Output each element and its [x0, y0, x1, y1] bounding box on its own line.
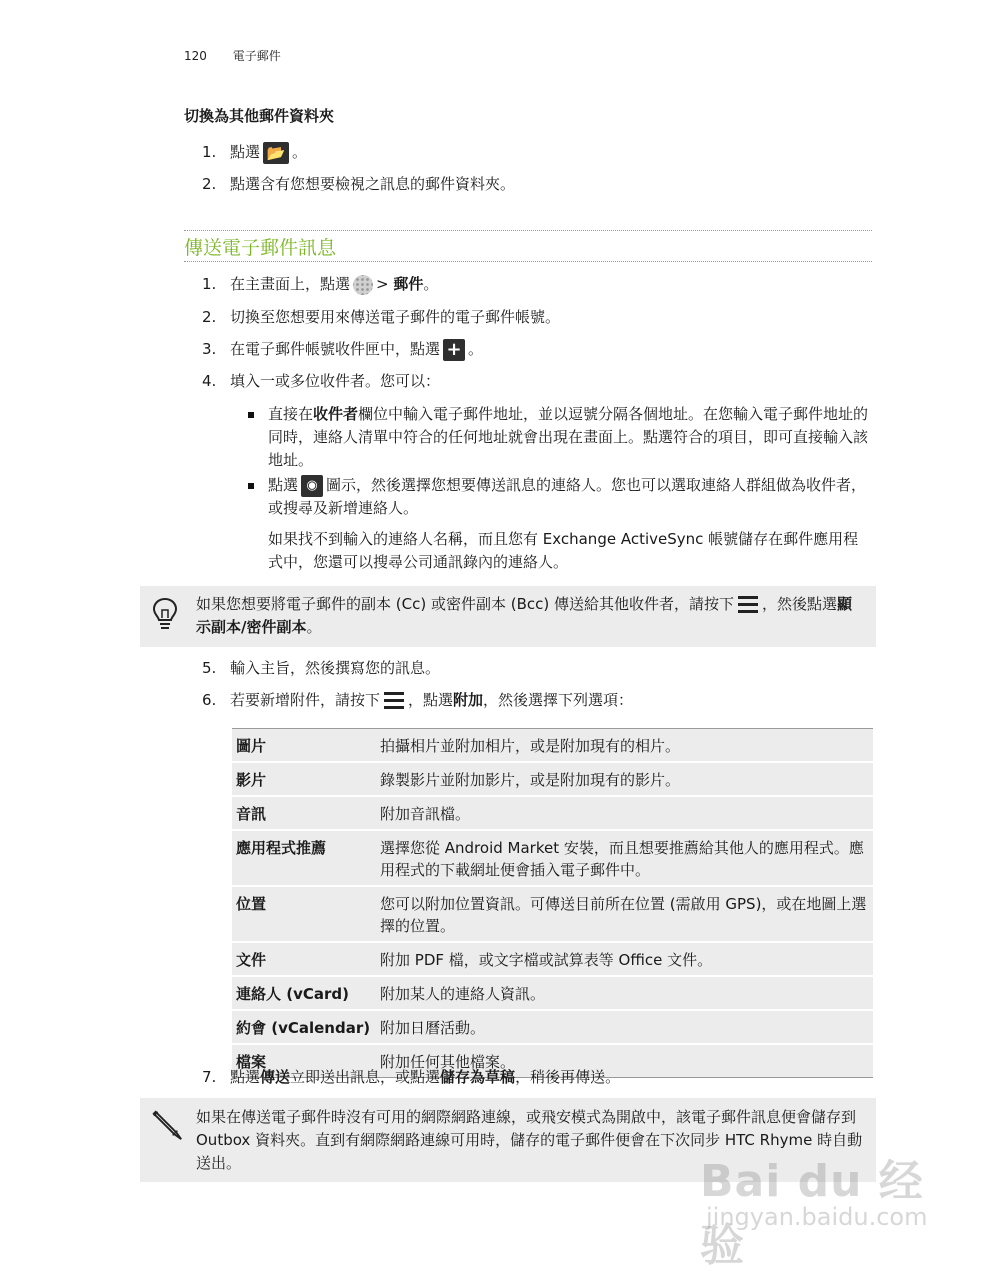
send-step-6: 6. 若要新增附件，請按下 ，點選附加，然後選擇下列選項：	[202, 691, 634, 709]
switch-folder-heading: 切換為其他郵件資料夾	[184, 107, 335, 125]
contact-person-icon: ◉	[301, 475, 323, 497]
plus-icon: +	[443, 339, 465, 361]
tip-text: 如果您想要將電子郵件的副本 (Cc) 或密件副本 (Bcc) 傳送給其他收件者，請按下 ，然後點選顯示副本/密件副本。	[196, 595, 853, 636]
send-step-4: 4. 填入一或多位收件者。您可以：	[202, 372, 441, 390]
send-step-7: 7. 點選傳送立即送出訊息，或點選儲存為草稿，稍後再傳送。	[202, 1068, 621, 1086]
send-step-1: 1. 在主畫面上，點選 > 郵件。	[202, 275, 439, 293]
table-row: 影片 錄製影片並附加影片，或是附加現有的影片。	[232, 762, 873, 796]
table-row: 音訊 附加音訊檔。	[232, 796, 873, 830]
table-row: 位置 您可以附加位置資訊。可傳送目前所在位置 (需啟用 GPS)，或在地圖上選擇的位置。	[232, 886, 873, 942]
send-step-2: 2. 切換至您想要用來傳送電子郵件的電子郵件帳號。	[202, 308, 561, 326]
lightbulb-icon	[150, 596, 180, 632]
chapter-title: 電子郵件	[232, 49, 281, 63]
switch-step-2: 2. 點選含有您想要檢視之訊息的郵件資料夾。	[202, 175, 516, 193]
watermark-brand: Bai du 经验	[700, 1156, 924, 1271]
page-header	[184, 47, 281, 64]
table-row: 文件 附加 PDF 檔，或文字檔或試算表等 Office 文件。	[232, 942, 873, 976]
menu-icon	[384, 692, 404, 710]
attachment-options-table	[232, 728, 873, 1078]
note-text: 如果在傳送電子郵件時沒有可用的網際網路連線，或飛安模式為開啟中，該電子郵件訊息便會儲存到 Outbox 資料夾。直到有網際網路連線可用時，儲存的電子郵件便會在下次同步 HTC Rhyme 時自動送出。	[196, 1108, 863, 1172]
recipient-bullet-2: 點選 ◉ 圖示，然後選擇您想要傳送訊息的連絡人。您也可以選取連絡人群組做為收件者，或搜尋及新增連絡人。	[248, 474, 872, 520]
table-row: 圖片 拍攝相片並附加相片，或是附加現有的相片。	[232, 729, 873, 763]
pencil-icon	[150, 1108, 184, 1142]
send-step-5: 5. 輸入主旨，然後撰寫您的訊息。	[202, 659, 441, 677]
tip-box	[140, 586, 876, 647]
bullet-icon	[248, 412, 254, 418]
exchange-note-paragraph: 如果找不到輸入的連絡人名稱，而且您有 Exchange ActiveSync 帳號儲存在郵件應用程式中，您還可以搜尋公司通訊錄內的連絡人。	[268, 530, 859, 571]
switch-step-1: 1. 點選 📂 。	[202, 143, 308, 162]
watermark-url: jingyan.baidu.com	[706, 1203, 928, 1231]
table-row: 應用程式推薦 選擇您從 Android Market 安裝，而且想要推薦給其他人的應用程式。應用程式的下載網址便會插入電子郵件中。	[232, 830, 873, 886]
page-number: 120	[184, 49, 207, 63]
section-title: 傳送電子郵件訊息	[184, 230, 872, 262]
table-row: 連絡人 (vCard) 附加某人的連絡人資訊。	[232, 976, 873, 1010]
recipient-bullet-1: 直接在收件者欄位中輸入電子郵件地址，並以逗號分隔各個地址。在您輸入電子郵件地址的同時，連絡人清單中符合的任何地址就會出現在畫面上。點選符合的項目，即可直接輸入該地址。	[248, 403, 872, 472]
baidu-watermark	[700, 1145, 940, 1271]
table-row: 檔案 附加任何其他檔案。	[232, 1044, 873, 1078]
folder-open-icon: 📂	[263, 142, 289, 164]
table-row: 約會 (vCalendar) 附加日曆活動。	[232, 1010, 873, 1044]
all-apps-icon	[353, 275, 373, 295]
menu-icon	[738, 596, 758, 614]
send-step-3: 3. 在電子郵件帳號收件匣中，點選 + 。	[202, 338, 484, 360]
bullet-icon	[248, 483, 254, 489]
